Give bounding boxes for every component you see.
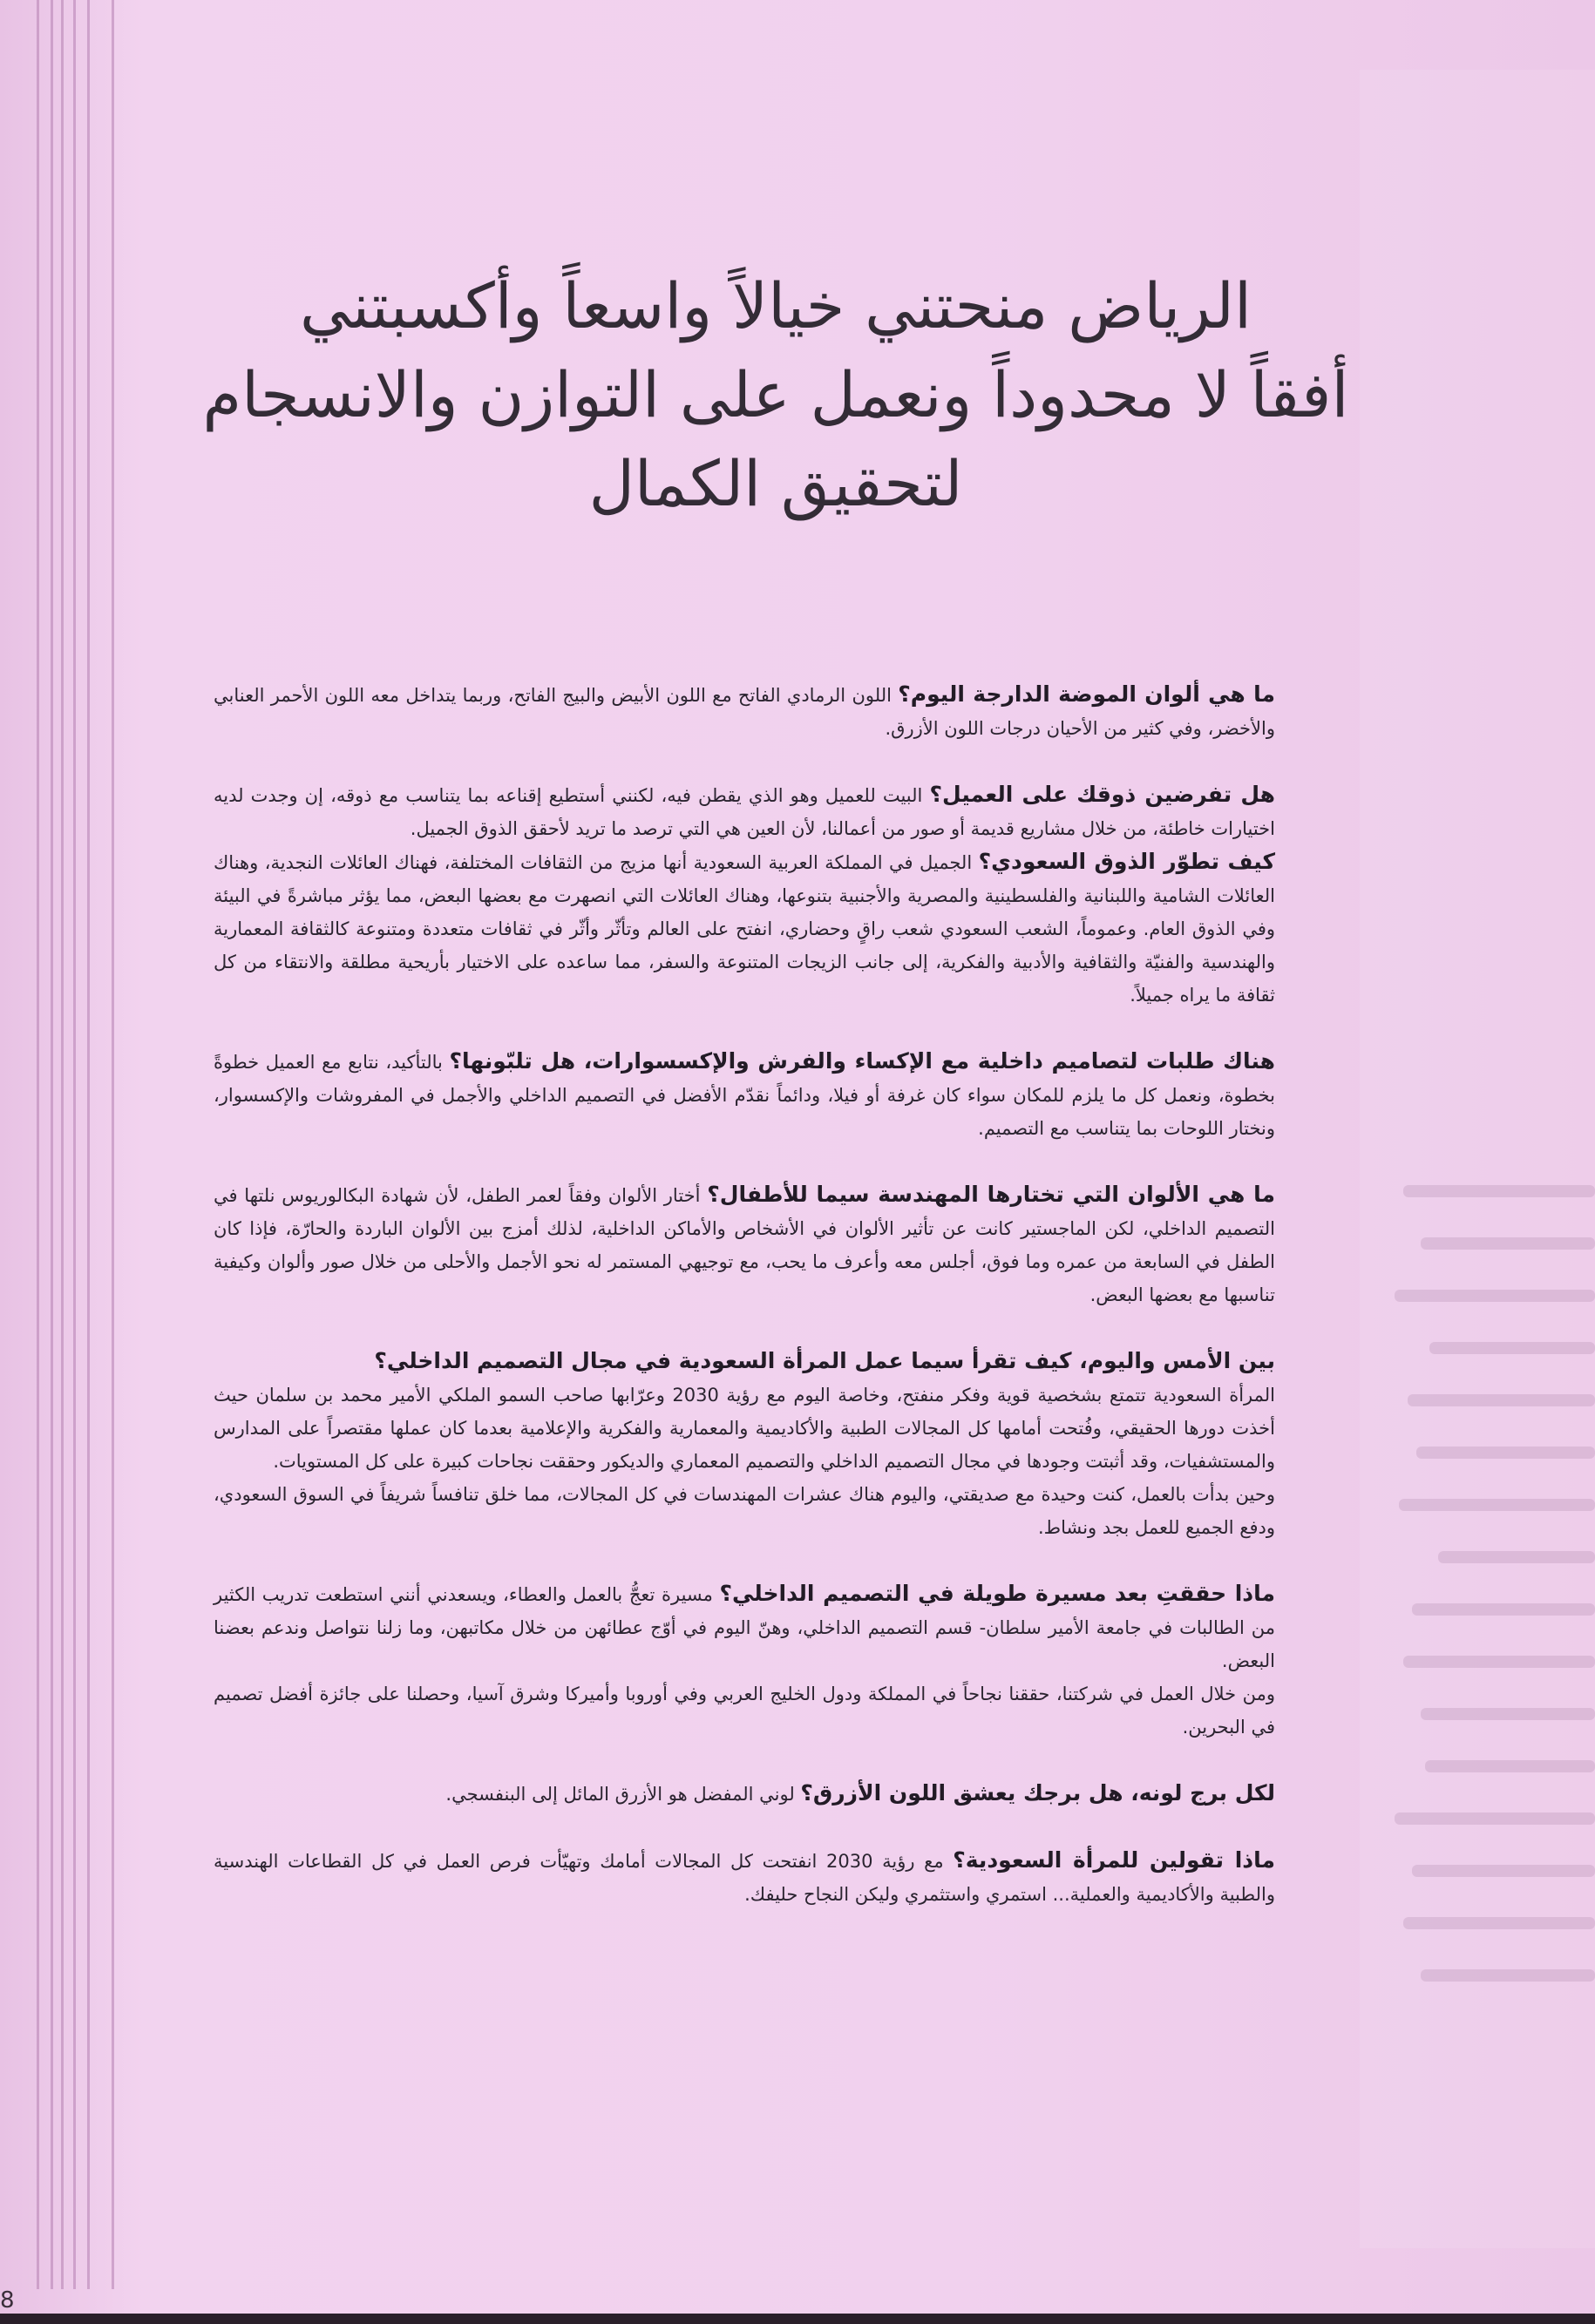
qa-item-achievements	[214, 1577, 1275, 1677]
question: ماذا حققتِ بعد مسيرة طويلة في التصميم الداخلي؟	[719, 1581, 1275, 1606]
qa-answer-paragraph	[214, 1379, 1275, 1478]
headline-line-3: لتحقيق الكمال	[588, 447, 963, 520]
answer: لوني المفضل هو الأزرق المائل إلى البنفسجي.	[445, 1784, 795, 1805]
question: بين الأمس واليوم، كيف تقرأ سيما عمل المرأة السعودية في مجال التصميم الداخلي؟	[374, 1348, 1275, 1373]
question: لكل برج لونه، هل برجك يعشق اللون الأزرق؟	[800, 1780, 1275, 1806]
bottom-edge	[0, 2314, 1595, 2324]
qa-item-message	[214, 1844, 1275, 1911]
question: هل تفرضين ذوقك على العميل؟	[929, 782, 1275, 807]
article-headline	[105, 261, 1447, 528]
answer: اللون الرمادي الفاتح مع اللون الأبيض والبيج الفاتح، وربما يتداخل معه اللون الأحمر العنابي والأخضر، وفي كثير من الأحيان درجات اللون الأزرق.	[214, 685, 1275, 739]
qa-item-saudi-taste	[214, 845, 1275, 1012]
binding-stripe	[37, 0, 39, 2289]
answer: البيت للعميل وهو الذي يقطن فيه، لكنني أستطيع إقناعه بما يتناسب مع ذوقه، إن وجدت لديه اختيارات خاطئة، من خلال مشاريع قديمة أو صور من أعمالنا، لأن العين هي التي ترصد ما تريد لأحقق الذوق الجميل.	[214, 785, 1275, 839]
qa-item-saudi-women	[214, 1345, 1275, 1379]
headline-line-1: الرياض منحتني خيالاً واسعاً وأكسبتني	[300, 269, 1252, 342]
question: ما هي الألوان التي تختارها المهندسة سيما للأطفال؟	[707, 1182, 1275, 1207]
answer: ومن خلال العمل في شركتنا، حققنا نجاحاً في المملكة ودول الخليج العربي وفي أوروبا وأميركا وشرق آسيا، وحصلنا على جائزة أفضل تصميم في البحرين.	[214, 1684, 1275, 1738]
qa-answer-paragraph	[214, 1478, 1275, 1544]
answer: وحين بدأت بالعمل، كنت وحيدة مع صديقتي، واليوم هناك عشرات المهندسات في كل المجالات، مما خلق تنافساً شريفاً في السوق السعودي، ودفع الجميع للعمل بجد ونشاط.	[214, 1484, 1275, 1538]
answer: أختار الألوان وفقاً لعمر الطفل، لأن شهادة البكالوريوس نلتها في التصميم الداخلي، لكن الماجستير كانت عن تأثير الألوان في الأشخاص والأماكن الداخلية، لذلك أمزج بين الألوان الباردة والحارّة، فإذا كان الطفل في السابعة من عمره وما فوق، أجلس معه وأعرف ما يحب، مع توجيهي المستمر له نحو الأجمل والأحلى من خلال صور وألوان وكيفية تناسبها مع بعضها البعض.	[214, 1185, 1275, 1305]
page-number: 8	[0, 2287, 15, 2314]
binding-stripe	[51, 0, 53, 2289]
question: ما هي ألوان الموضة الدارجة اليوم؟	[898, 681, 1275, 707]
headline-line-2: أفقاً لا محدوداً ونعمل على التوازن والانسجام	[202, 358, 1349, 431]
question: ماذا تقولين للمرأة السعودية؟	[953, 1847, 1275, 1873]
binding-stripe	[61, 0, 64, 2289]
binding-stripe	[87, 0, 90, 2289]
answer: مع رؤية 2030 انفتحت كل المجالات أمامك وتهيّأت فرص العمل في كل القطاعات الهندسية والطبية والأكاديمية والعملية... استمري واستثمري وليكن النجاح حليفك.	[214, 1851, 1275, 1905]
binding-stripe	[73, 0, 76, 2289]
qa-item-colors	[214, 678, 1275, 745]
interview-body	[214, 678, 1275, 1911]
qa-item-zodiac	[214, 1777, 1275, 1811]
qa-answer-paragraph	[214, 1677, 1275, 1744]
answer: مسيرة تعجُّ بالعمل والعطاء، ويسعدني أنني استطعت تدريب الكثير من الطالبات في جامعة الأمير سلطان- قسم التصميم الداخلي، وهنّ اليوم في أوّج عطائهن من خلال مكاتبهن، وما زلنا نتواصل وندعم بعضنا البعض.	[214, 1584, 1275, 1671]
answer: المرأة السعودية تتمتع بشخصية قوية وفكر منفتح، وخاصة اليوم مع رؤية 2030 وعرّابها صاحب السمو الملكي الأمير محمد بن سلمان حيث أخذت دورها الحقيقي، وفُتحت أمامها كل المجالات الطبية والأكاديمية والمعمارية والفكرية والإعلامية بعدما كان عملها مقتصراً على المدارس والمستشفيات، وقد أثبتت وجودها في مجال التصميم الداخلي والتصميم المعماري والديكور وحققت نجاحات كبيرة على كل المستويات.	[214, 1385, 1275, 1472]
qa-item-taste	[214, 778, 1275, 845]
answer: بالتأكيد، نتابع مع العميل خطوةً بخطوة، ونعمل كل ما يلزم للمكان سواء كان غرفة أو فيلا، ودائماً نقدّم الأفضل في التصميم الداخلي والأجمل في المفروشات والإكسسوار، ونختار اللوحات بما يتناسب مع التصميم.	[214, 1052, 1275, 1139]
answer: الجميل في المملكة العربية السعودية أنها مزيج من الثقافات المختلفة، فهناك العائلات النجدية، وهناك العائلات الشامية واللبنانية والفلسطينية والمصرية والأجنبية بتنوعها، وهناك العائلات التي انصهرت مع بعضها البعض، مما يؤثر مباشرةً في البيئة وفي الذوق العام. وعموماً، الشعب السعودي شعب راقٍ وحضاري، انفتح على العالم وتأثّر وأثّر في ثقافات متعددة ومتنوعة كالثقافة المعمارية والهندسية والفنيّة والثقافية والأدبية والفكرية، إلى جانب الزيجات المتنوعة والسفر، مما ساعده على الاختيار بأريحية مطلقة والانتقاء من كل ثقافة ما يراه جميلاً.	[214, 852, 1275, 1006]
question: كيف تطوّر الذوق السعودي؟	[978, 849, 1275, 874]
question: هناك طلبات لتصاميم داخلية مع الإكساء والفرش والإكسسوارات، هل تلبّونها؟	[449, 1048, 1275, 1074]
qa-item-kids-colors	[214, 1178, 1275, 1311]
qa-item-interior-requests	[214, 1045, 1275, 1145]
